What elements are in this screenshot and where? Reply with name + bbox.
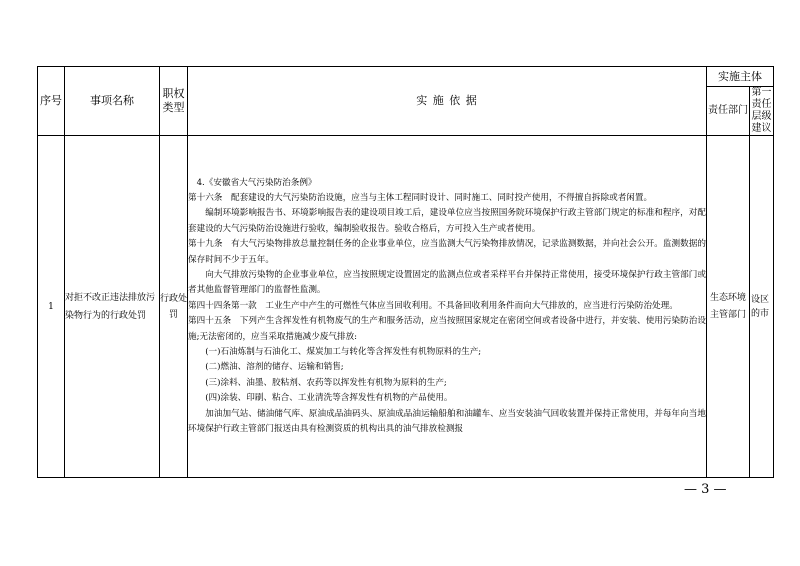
- enforcement-table: [37, 66, 774, 478]
- header-seq: 序号: [38, 67, 65, 136]
- row-first-level: 设区的市: [750, 136, 774, 478]
- row-responsible-dept: 生态环境主管部门: [707, 136, 750, 478]
- basis-paragraph: (三)涂料、油墨、胶粘剂、农药等以挥发性有机物为原料的生产;: [205, 377, 447, 388]
- basis-paragraph: (一)石油炼制与石油化工、煤炭加工与转化等含挥发性有机物原料的生产;: [205, 347, 482, 358]
- basis-paragraph: 向大气排放污染物的企业事业单位，应当按照规定设置固定的监测点位或者采样平台并保持正常使用，接受环境保护行政主管部门或者其他监督管理部门的监督性监测。: [188, 269, 706, 296]
- row-basis: [188, 136, 707, 478]
- basis-paragraph: (四)涂装、印刷、粘合、工业清洗等含挥发性有机物的产品使用。: [205, 393, 453, 404]
- basis-text: [188, 176, 706, 438]
- header-first-level: 第一责任层级建议: [751, 87, 772, 134]
- row-seq: 1: [38, 136, 65, 478]
- header-responsible-dept: 责任部门: [707, 87, 750, 136]
- row-item-name: 对拒不改正违法排放污染物行为的行政处罚: [65, 136, 160, 478]
- basis-paragraph: 加油加气站、储油储气库、原油成品油码头、原油成品油运输船舶和油罐车、应当安装油气回收装置并保持正常使用，并每年向当地环境保护行政主管部门报送由具有检测资质的机构出具的油气排放检测报: [188, 408, 706, 435]
- row-power-type: 行政处罚: [160, 136, 188, 478]
- header-item-name: 事项名称: [65, 67, 160, 136]
- basis-paragraph: 第十六条 配套建设的大气污染防治设施，应当与主体工程同时设计、同时施工、同时投产使用，不得擅自拆除或者闲置。: [188, 192, 653, 203]
- basis-paragraph: 第四十四条第一款 工业生产中产生的可燃性气体应当回收利用。不具备回收利用条件而向大气排放的，应当进行污染防治处理。: [188, 300, 678, 311]
- header-power-type: 职权类型: [160, 67, 188, 136]
- page-number: — 3 —: [684, 482, 727, 497]
- basis-paragraph: (二)燃油、溶剂的储存、运输和销售;: [205, 362, 344, 373]
- header-basis: 实 施 依 据: [188, 67, 707, 136]
- basis-paragraph: 编制环境影响报告书、环境影响报告表的建设项目竣工后，建设单位应当按照国务院环境保护行政主管部门规定的标准和程序，对配套建设的大气污染防治设施进行验收，编制验收报告。验收合格后，方可投入生产或者使用。: [188, 208, 706, 234]
- basis-paragraph: 第十九条 有大气污染物排放总量控制任务的企业事业单位，应当监测大气污染物排放情况，记录监测数据，并向社会公开。监测数据的保存时间不少于五年。: [188, 239, 706, 265]
- basis-paragraph: 4.《安徽省大气污染防治条例》: [196, 177, 317, 188]
- basis-paragraph: 第四十五条 下列产生含挥发性有机物废气的生产和服务活动，应当按照国家规定在密闭空间或者设备中进行，并安装、使用污染防治设施;无法密闭的，应当采取措施减少废气排放:: [188, 316, 706, 342]
- header-subject: 实施主体: [707, 67, 774, 87]
